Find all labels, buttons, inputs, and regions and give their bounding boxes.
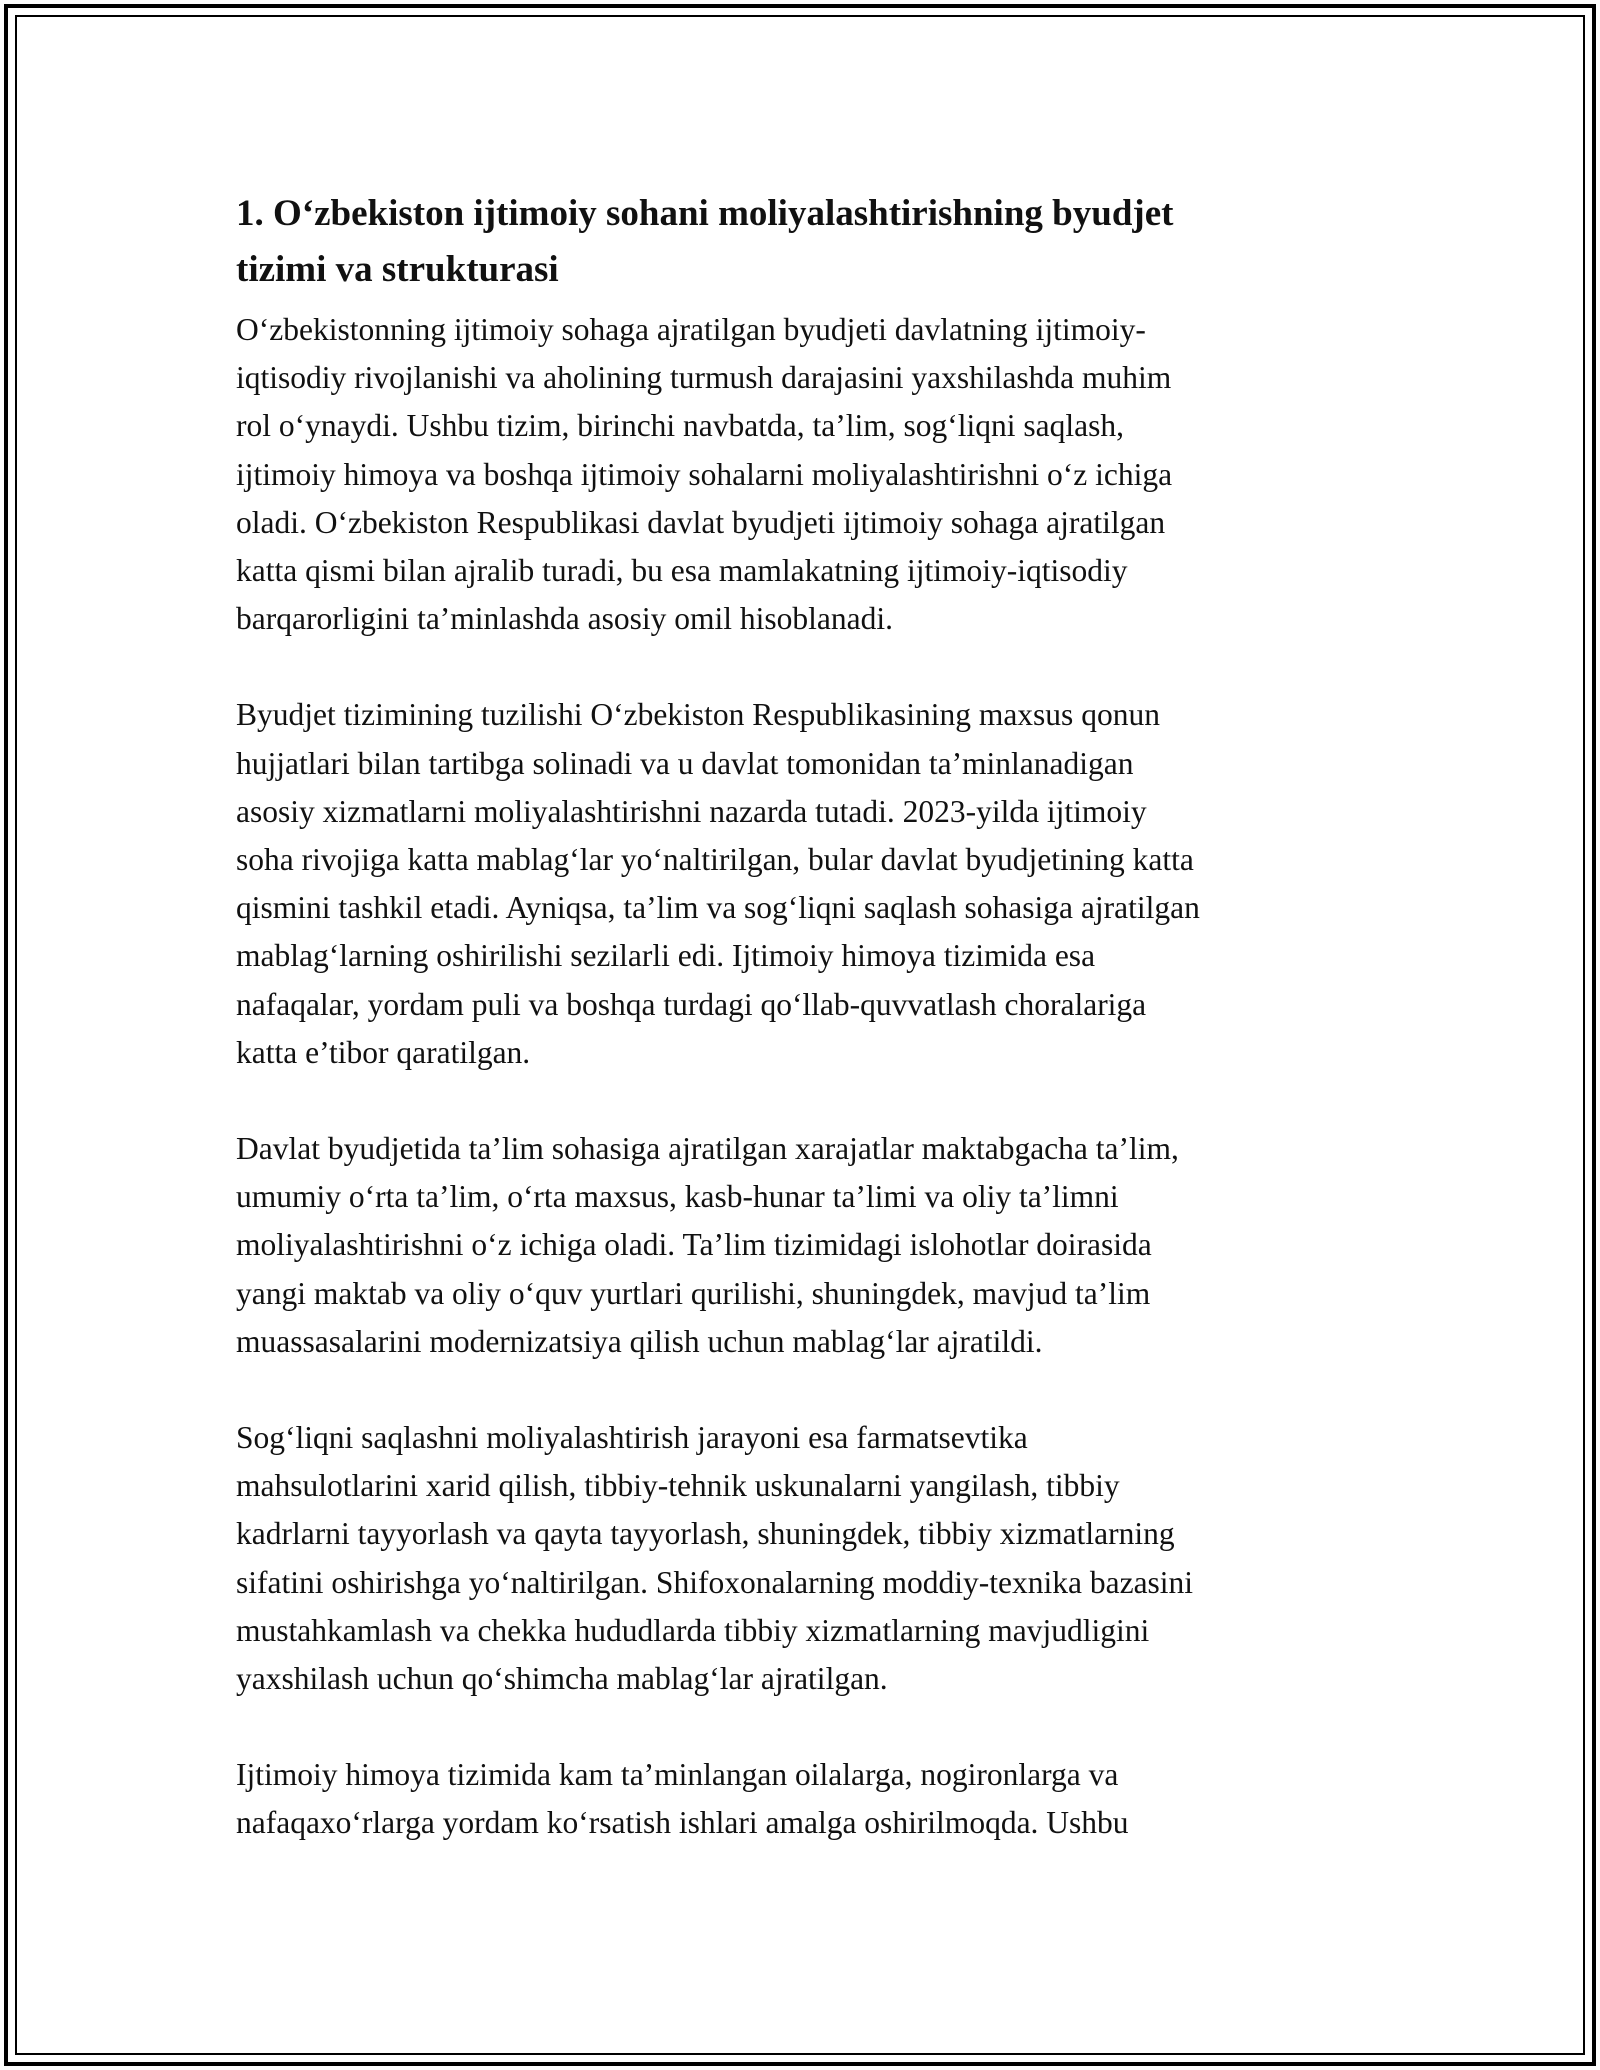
paragraph-2: Byudjet tizimining tuzilishi O‘zbekiston Respublikasining maxsus qonun hujjatlari bilan tartibga solinadi va u davlat tomonidan ta’minlanadigan asosiy xizmatlarni moliyalashtirishni nazarda tutadi. 2023-yilda ijtimoiy soha rivojiga katta mablag‘lar yo‘naltirilgan, bular davlat byudjetining katta qismini tashkil etadi. Ayniqsa, ta’lim va sog‘liqni saqlash sohasiga ajratilgan mablag‘larning oshirilishi sezilarli edi. Ijtimoiy himoya tizimida esa nafaqalar, yordam puli va boshqa turdagi qo‘llab-quvvatlash choralariga katta e’tibor qaratilgan.	[236, 697, 1200, 1070]
section-heading: 1. O‘zbekiston ijtimoiy sohani moliyalashtirishning byudjet tizimi va strukturasi	[236, 193, 1174, 290]
paragraph-4: Sog‘liqni saqlashni moliyalashtirish jarayoni esa farmatsevtika mahsulotlarini xarid qilish, tibbiy-tehnik uskunalarni yangilash, tibbiy kadrlarni tayyorlash va qayta tayyorlash, shuningdek, tibbiy xizmatlarning sifatini oshirishga yo‘naltirilgan. Shifoxonalarning moddiy-texnika bazasini mustahkamlash va chekka hududlarda tibbiy xizmatlarning mavjudligini yaxshilash uchun qo‘shimcha mablag‘lar ajratilgan.	[236, 1420, 1194, 1697]
paragraph-3: Davlat byudjetida ta’lim sohasiga ajratilgan xarajatlar maktabgacha ta’lim, umumiy o‘rta ta’lim, o‘rta maxsus, kasb-hunar ta’limi va oliy ta’limni moliyalashtirishni o‘z ichiga oladi. Ta’lim tizimidagi islohotlar doirasida yangi maktab va oliy o‘quv yurtlari qurilishi, shuningdek, mavjud ta’lim muassasalarini modernizatsiya qilish uchun mablag‘lar ajratildi.	[236, 1131, 1179, 1359]
paragraph-1: O‘zbekistonning ijtimoiy sohaga ajratilgan byudjeti davlatning ijtimoiy- iqtisodiy rivojlanishi va aholining turmush darajasini yaxshilashda muhim rol o‘ynaydi. Ushbu tizim, birinchi navbatda, ta’lim, sog‘liqni saqlash, ijtimoiy himoya va boshqa ijtimoiy sohalarni moliyalashtirishni o‘z ichiga oladi. O‘zbekiston Respublikasi davlat byudjeti ijtimoiy sohaga ajratilgan katta qismi bilan ajralib turadi, bu esa mamlakatning ijtimoiy-iqtisodiy barqarorligini ta’minlashda asosiy omil hisoblanadi.	[236, 312, 1173, 637]
document-body	[236, 186, 1376, 1896]
paragraph-5: Ijtimoiy himoya tizimida kam ta’minlangan oilalarga, nogironlarga va nafaqaxo‘rlarga yordam ko‘rsatish ishlari amalga oshirilmoqda. Ushbu	[236, 1757, 1129, 1841]
